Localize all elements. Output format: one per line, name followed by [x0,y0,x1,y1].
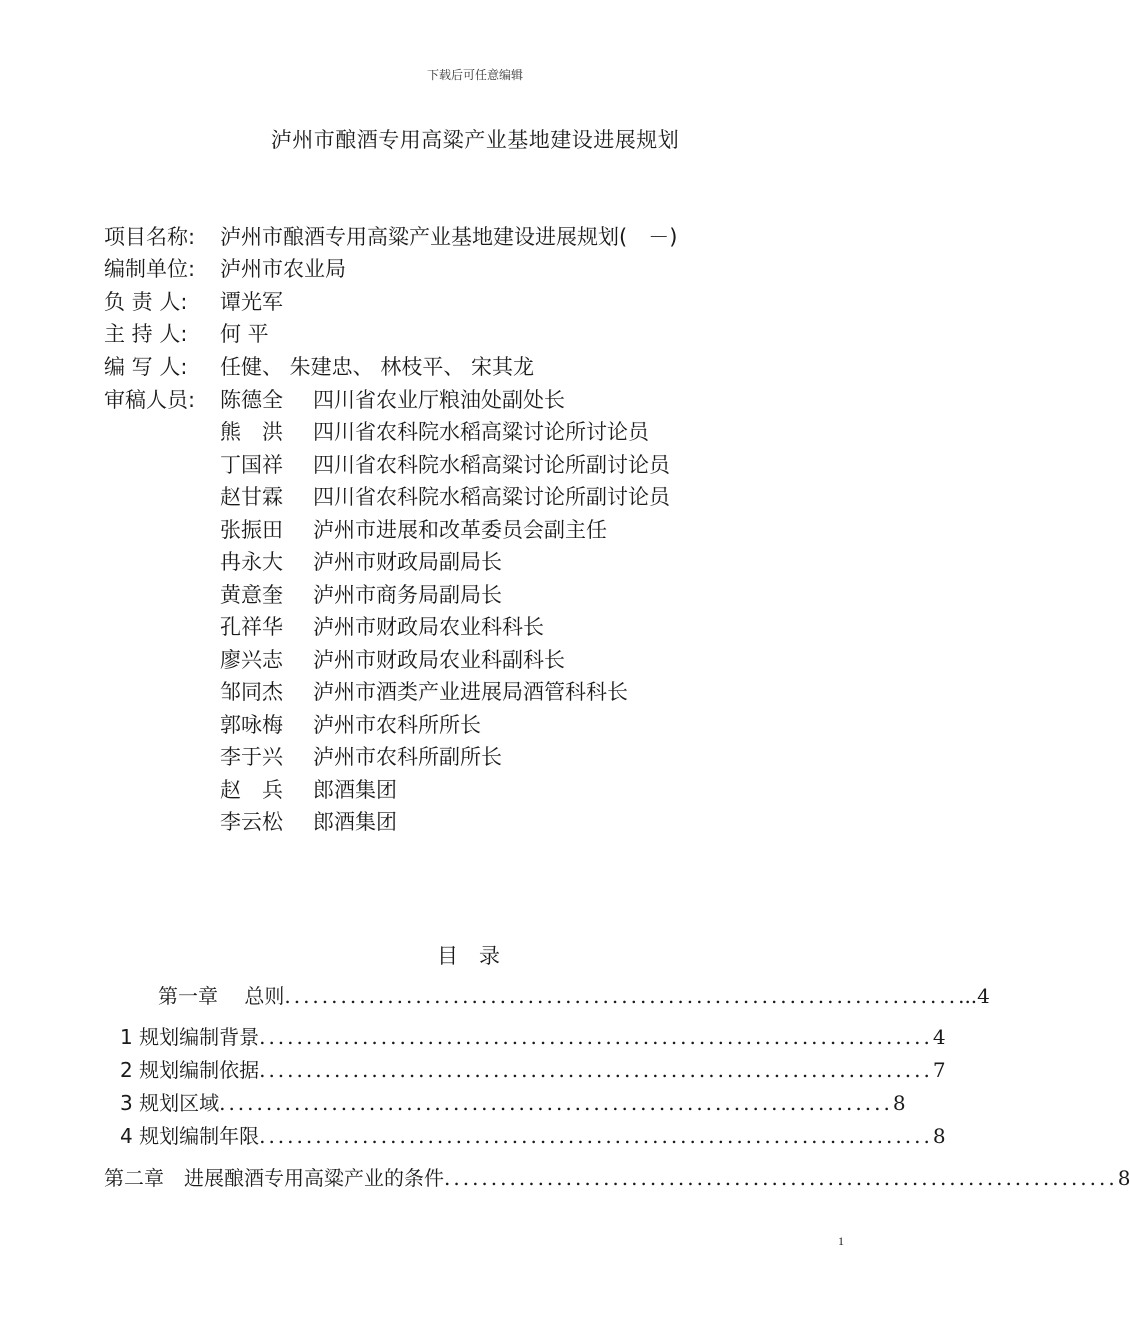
header-note: 下载后可任意编辑 [426,68,523,82]
info-value: 谭光军 [220,290,283,314]
toc-leader: ........................................................................ [219,1091,893,1115]
reviewer-name: 丁国祥 [220,453,283,477]
toc-leader: ........................................................................ [284,984,959,1008]
toc-entry-title: 2 规划编制依据 [120,1058,260,1082]
toc-entry-title: 第一章 总则 [158,984,285,1008]
reviewer-name: 赵甘霖 [220,485,283,509]
toc-page-number: 8 [932,1124,946,1148]
toc-entry[interactable] [120,1120,946,1152]
info-label: 项目名称: [104,225,196,249]
info-label: 主 持 人: [104,322,188,346]
toc-page-number: 4 [932,1025,946,1049]
toc-heading-char: 目 [437,944,458,968]
info-label: 负 责 人: [104,290,188,314]
toc-leader: ........................................................................ [259,1025,933,1049]
toc-leader: ........................................................................ [259,1058,933,1082]
toc-entry-title: 1 规划编制背景 [120,1025,260,1049]
info-value: 泸州市农业局 [220,257,346,281]
toc-page-number: ...4 [958,984,990,1008]
reviewers-label: 审稿人员: [104,388,196,412]
toc-entry[interactable] [120,1021,946,1053]
reviewer-role: 泸州市商务局副局长 [313,583,502,607]
info-value: 泸州市酿酒专用高粱产业基地建设进展规划( －) [220,225,678,249]
reviewer-role: 泸州市财政局副局长 [313,550,502,574]
info-value: 何 平 [220,322,269,346]
reviewer-role: 四川省农科院水稻高粱讨论所副讨论员 [313,485,670,509]
reviewer-name: 李云松 [220,810,283,834]
toc-entry[interactable] [158,980,990,1012]
toc-entry[interactable] [104,1162,1130,1194]
toc-leader: ........................................................................ [444,1166,1118,1190]
toc-leader: ........................................................................ [259,1124,933,1148]
toc-entry-title: 3 规划区域 [120,1091,220,1115]
reviewer-role: 泸州市酒类产业进展局酒管科科长 [313,680,628,704]
toc-page-number: 8 [892,1091,906,1115]
document-title: 泸州市酿酒专用高粱产业基地建设进展规划 [270,128,680,152]
info-label: 编 写 人: [104,355,188,379]
toc-heading [437,940,521,970]
reviewer-name: 赵 兵 [220,778,283,802]
reviewer-name: 黄意奎 [220,583,283,607]
toc-entry-title: 4 规划编制年限 [120,1124,260,1148]
reviewer-name: 廖兴志 [220,648,283,672]
toc-heading-char: 录 [479,944,500,968]
toc-entry[interactable] [120,1087,906,1119]
reviewer-role: 四川省农科院水稻高粱讨论所讨论员 [313,420,649,444]
reviewer-role: 泸州市财政局农业科副科长 [313,648,565,672]
reviewer-name: 郭咏梅 [220,713,283,737]
toc-page-number: 8 [1117,1166,1130,1190]
toc-entry-title: 第二章 进展酿酒专用高粱产业的条件 [104,1166,444,1190]
reviewer-name: 熊 洪 [220,420,283,444]
reviewer-name: 陈德全 [220,388,283,412]
reviewer-role: 泸州市财政局农业科科长 [313,615,544,639]
reviewer-name: 孔祥华 [220,615,283,639]
reviewer-role: 郎酒集团 [313,810,397,834]
info-label: 编制单位: [104,257,196,281]
reviewer-role: 四川省农科院水稻高粱讨论所副讨论员 [313,453,670,477]
toc-entry[interactable] [120,1054,946,1086]
page-number: 1 [838,1234,844,1248]
reviewer-name: 李于兴 [220,745,283,769]
reviewer-role: 泸州市农科所副所长 [313,745,502,769]
reviewer-role: 泸州市农科所所长 [313,713,481,737]
toc-page-number: 7 [932,1058,946,1082]
reviewer-name: 冉永大 [220,550,283,574]
reviewer-name: 邹同杰 [220,680,283,704]
info-value: 任健、 朱建忠、 林枝平、 宋其龙 [220,355,535,379]
reviewer-role: 郎酒集团 [313,778,397,802]
reviewer-name: 张振田 [220,518,283,542]
reviewer-role: 泸州市进展和改革委员会副主任 [313,518,607,542]
reviewer-role: 四川省农业厅粮油处副处长 [313,388,565,412]
